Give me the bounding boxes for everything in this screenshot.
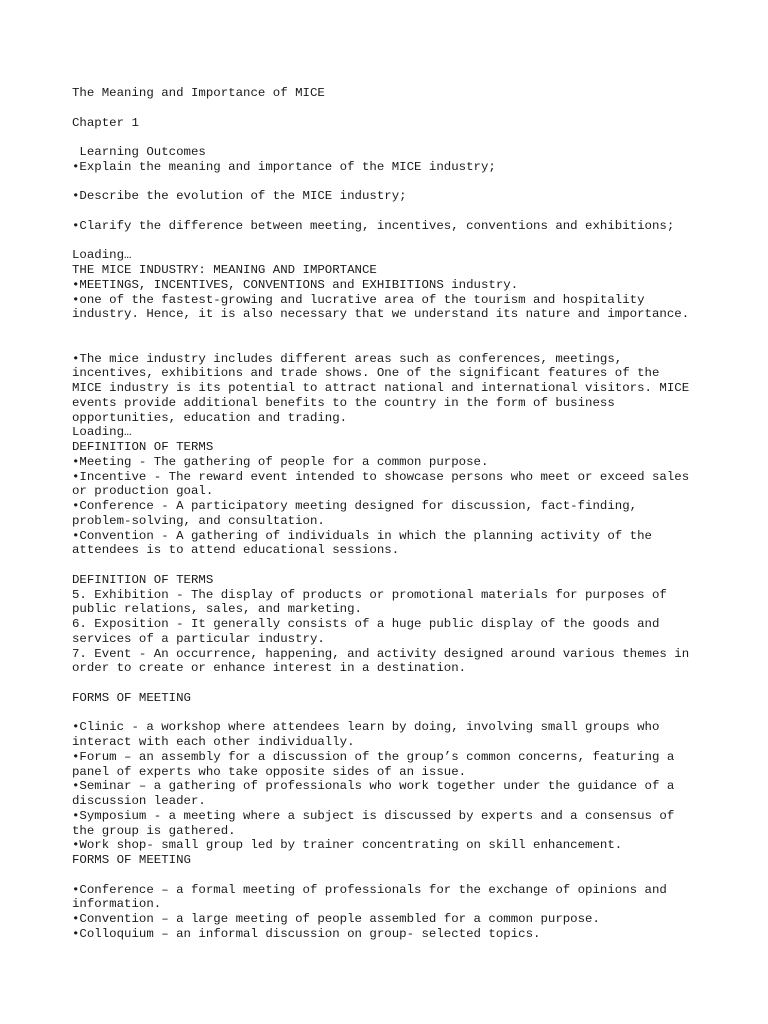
loading-text: Loading… — [72, 248, 132, 263]
spacer — [72, 101, 732, 116]
definition-line: •Conference - A participatory meeting designed for discussion, fact-finding, — [72, 499, 638, 513]
spacer — [72, 130, 732, 145]
meeting-form-line: •Symposium - a meeting where a subject is discussed by experts and a consensus of — [72, 808, 675, 823]
section-heading: DEFINITION OF TERMS — [72, 572, 214, 587]
meeting-form-line: the group is gathered. — [72, 823, 236, 838]
meeting-form-line: discussion leader. — [72, 794, 206, 808]
definition-line: •Incentive - The reward event intended to showcase persons who meet or exceed sales — [72, 469, 690, 484]
definition-line: •Meeting - The gathering of people for a common purpose. — [72, 454, 489, 469]
paragraph-line: •one of the fastest-growing and lucrative area of the tourism and hospitality — [72, 292, 645, 307]
spacer — [72, 234, 732, 249]
meeting-form-line: •Conference – a formal meeting of professionals for the exchange of opinions and — [72, 882, 667, 897]
definition-line: •Convention - A gathering of individuals in which the planning activity of the — [72, 528, 652, 543]
spacer — [72, 322, 732, 337]
definition-line: 5. Exhibition - The display of products or promotional materials for purposes of — [72, 587, 667, 602]
spacer — [72, 676, 732, 691]
meeting-form-line: •Colloquium – an informal discussion on group- selected topics. — [72, 926, 541, 941]
meeting-form-line: •Clinic - a workshop where attendees learn by doing, involving small groups who — [72, 720, 660, 735]
learning-outcome-item: •Explain the meaning and importance of the MICE industry; — [72, 159, 496, 174]
spacer — [72, 558, 732, 573]
definition-line: problem-solving, and consultation. — [72, 513, 325, 528]
spacer — [72, 337, 732, 352]
spacer — [72, 175, 732, 190]
paragraph-line: MICE industry is its potential to attract national and international visitors. MICE — [72, 381, 690, 395]
definition-line: services of a particular industry. — [72, 631, 325, 646]
paragraph-line: •The mice industry includes different areas such as conferences, meetings, — [72, 351, 623, 366]
definition-line: public relations, sales, and marketing. — [72, 602, 362, 617]
document-page — [72, 86, 732, 942]
meeting-form-line: •Work shop- small group led by trainer concentrating on skill enhancement. — [72, 838, 623, 853]
paragraph-line: •MEETINGS, INCENTIVES, CONVENTIONS and EXHIBITIONS industry. — [72, 277, 519, 292]
spacer — [72, 868, 732, 883]
learning-outcome-item: •Describe the evolution of the MICE industry; — [72, 189, 407, 204]
spacer — [72, 204, 732, 219]
definition-line: attendees is to attend educational sessions. — [72, 543, 400, 558]
chapter-label: Chapter 1 — [72, 115, 139, 130]
meeting-form-line: •Forum – an assembly for a discussion of the group’s common concerns, featuring a — [72, 749, 675, 764]
section-heading: THE MICE INDUSTRY: MEANING AND IMPORTANCE — [72, 263, 377, 277]
document-title: The Meaning and Importance of MICE — [72, 86, 325, 100]
section-heading: FORMS OF MEETING — [72, 690, 191, 705]
paragraph-line: events provide additional benefits to the country in the form of business — [72, 395, 615, 410]
meeting-form-line: interact with each other individually. — [72, 735, 355, 749]
paragraph-line: opportunities, education and trading. — [72, 410, 348, 425]
meeting-form-line: panel of experts who take opposite sides of an issue. — [72, 764, 467, 779]
definition-line: order to create or enhance interest in a destination. — [72, 661, 467, 676]
section-heading: DEFINITION OF TERMS — [72, 440, 214, 454]
meeting-form-line: information. — [72, 897, 162, 912]
section-heading: FORMS OF MEETING — [72, 853, 191, 867]
paragraph-line: incentives, exhibitions and trade shows. One of the significant features of the — [72, 366, 660, 381]
meeting-form-line: •Convention – a large meeting of people assembled for a common purpose. — [72, 912, 600, 926]
learning-outcomes-heading: Learning Outcomes — [72, 145, 206, 159]
meeting-form-line: •Seminar – a gathering of professionals who work together under the guidance of a — [72, 779, 675, 794]
spacer — [72, 706, 732, 721]
loading-text: Loading… — [72, 425, 132, 440]
definition-line: 7. Event - An occurrence, happening, and activity designed around various themes in — [72, 646, 690, 661]
definition-line: or production goal. — [72, 484, 214, 499]
definition-line: 6. Exposition - It generally consists of a huge public display of the goods and — [72, 617, 660, 631]
learning-outcome-item: •Clarify the difference between meeting, incentives, conventions and exhibitions; — [72, 218, 675, 233]
paragraph-line: industry. Hence, it is also necessary that we understand its nature and importance. — [72, 307, 690, 322]
